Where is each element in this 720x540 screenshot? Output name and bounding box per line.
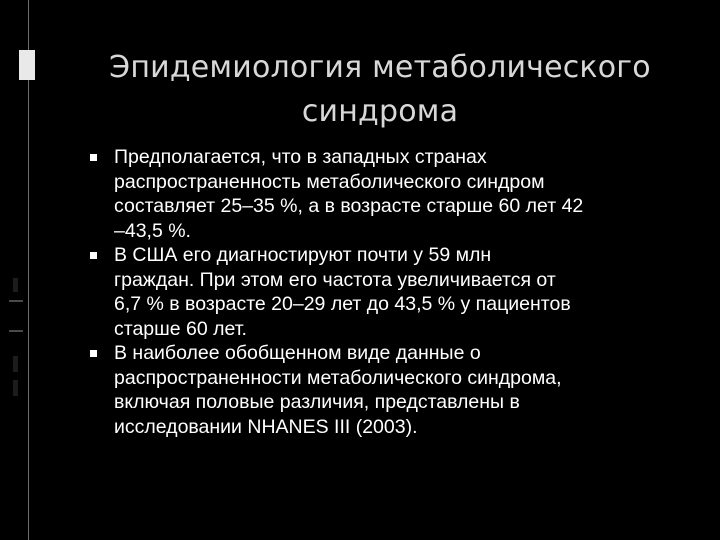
square-bullet-icon [90,252,97,259]
bullet-text-line: распространенности метаболического синдрома, [114,366,562,389]
decorative-strip [13,356,18,372]
bullet-text-line: граждан. При этом его частота увеличивается от [114,268,556,291]
bullet-item [88,243,688,341]
bullet-item [88,341,688,439]
decorative-strip [13,278,18,292]
slide-title-line: синдрома [301,94,459,129]
bullet-text-line: включая половые различия, представлены в [114,391,520,413]
slide-title [60,46,700,134]
bullet-text-line: распространенность метаболического синдром [114,170,545,193]
bullet-list [88,145,688,439]
decorative-dash [9,300,23,302]
decorative-strip [13,380,18,396]
bullet-text-line: –43,5 %. [114,219,191,242]
bullet-text-line: составляет 25–35 %, а в возрасте старше 60 лет 42 [114,195,584,217]
bullet-text-line: Предполагается, что в западных странах [114,146,487,168]
bullet-text-line: В США его диагностируют почти у 59 млн [114,244,492,266]
bullet-text-line: В наиболее обобщенном виде данные о [114,342,481,364]
square-bullet-icon [90,154,97,161]
bullet-text-line: исследовании NHANES III (2003). [114,415,418,438]
bullet-item [88,145,688,243]
left-vertical-rule [28,0,29,540]
square-bullet-icon [90,350,97,357]
bullet-text-line: 6,7 % в возрасте 20–29 лет до 43,5 % у пациентов [114,293,571,315]
slide-title-line: Эпидемиология метаболического [109,50,651,85]
decorative-dash [9,330,23,332]
decorative-block [19,50,35,80]
bullet-text-line: старше 60 лет. [114,317,247,340]
